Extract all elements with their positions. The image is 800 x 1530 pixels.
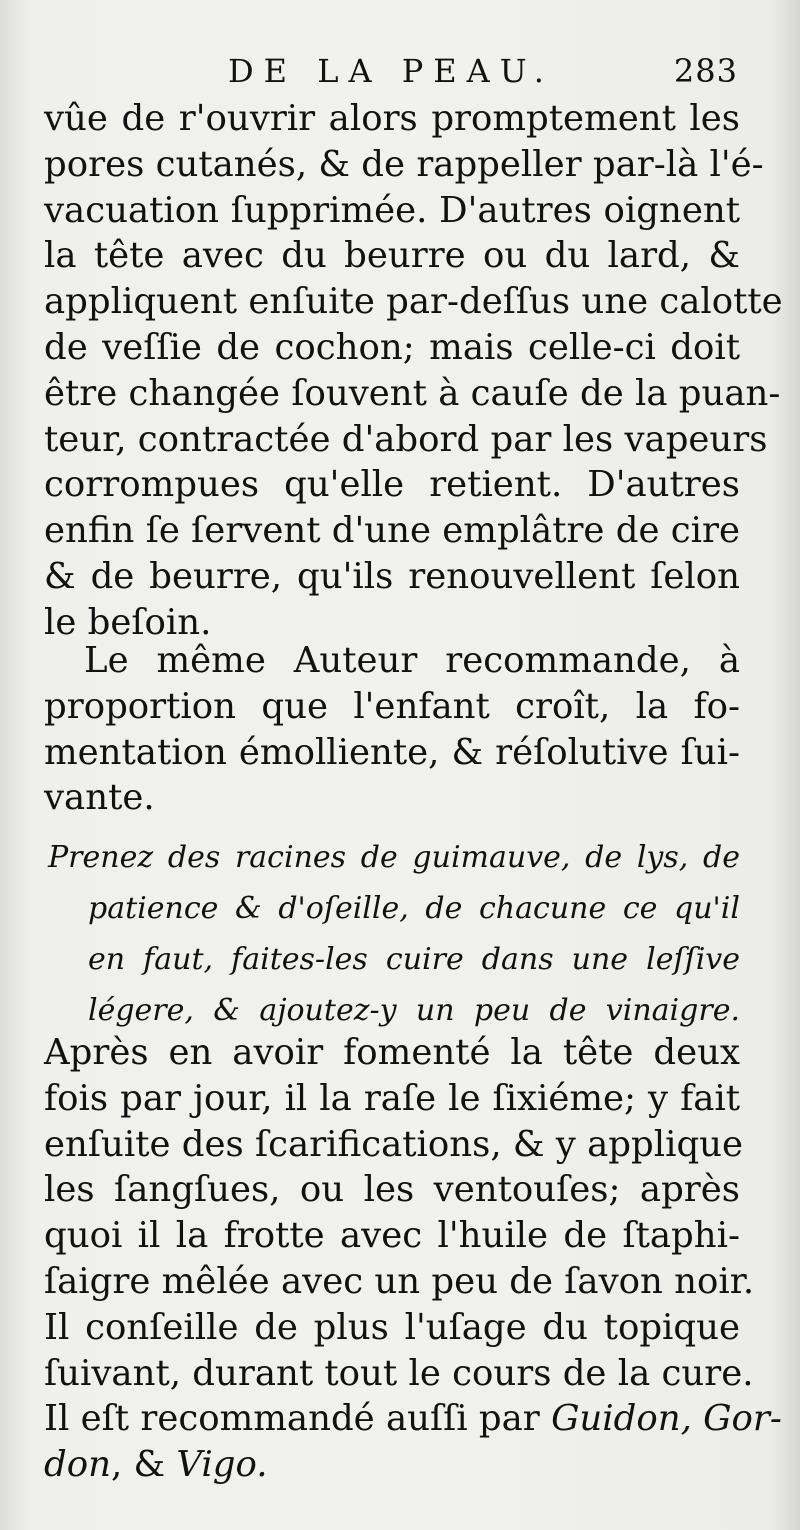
text-line: vûe de r'ouvrir alors promptement les	[44, 98, 740, 139]
running-head	[228, 52, 738, 96]
text-line: pores cutanés, & de rappeller par-là l'é-	[44, 143, 764, 185]
text-line: enſuite des ſcarifications, & y applique	[44, 1123, 744, 1165]
text-line: le beſoin.	[44, 601, 212, 643]
paragraph-apres	[44, 1030, 782, 1488]
text-line: fois par jour, il la raſe le ſixiéme; y fait	[44, 1077, 740, 1119]
text-line: quoi il la frotte avec l'huile de ſtaphi-	[44, 1215, 740, 1257]
text-line: Après en avoir fomenté la tête deux	[44, 1032, 740, 1073]
text-line: de veſſie de cochon; mais celle-ci doit	[44, 326, 740, 368]
page-number: 283	[673, 52, 738, 90]
text-line: mentation émolliente, & réſolutive ſui-	[44, 731, 740, 773]
text-line	[44, 1442, 740, 1488]
author-name-vigo: Vigo.	[176, 1444, 268, 1486]
text-line: Le même Auteur recommande, à	[84, 640, 740, 681]
text-fragment: Il eſt recommandé auſſi par	[44, 1398, 540, 1440]
paragraph-auteur	[44, 638, 740, 821]
text-line: ſaigre mêlée avec un peu de ſavon noir.	[44, 1260, 755, 1302]
text-line: Il conſeille de plus l'uſage du topique	[44, 1306, 740, 1348]
text-fragment: , &	[110, 1444, 177, 1486]
text-line: proportion que l'enfant croît, la fo-	[44, 685, 740, 727]
author-name-cont: don	[44, 1444, 111, 1486]
recipe-line: légere, & ajoutez-y un peu de vinaigre.	[88, 993, 740, 1028]
text-line: teur, contractée d'abord par les vapeurs	[44, 418, 768, 460]
recipe-line: en faut, faites-les cuire dans une leſſive	[88, 942, 740, 977]
text-line: la tête avec du beurre ou du lard, &	[44, 235, 740, 277]
text-line: vacuation ſupprimée. D'autres oignent	[44, 189, 740, 231]
text-line: être changée ſouvent à cauſe de la puan-	[44, 372, 781, 414]
recipe-block	[48, 832, 740, 1036]
text-line: ſuivant, durant tout le cours de la cure.	[44, 1352, 754, 1394]
text-line: les ſangſues, ou les ventouſes; après	[44, 1169, 740, 1211]
running-title: DE LA PEAU.	[228, 52, 554, 90]
text-line: corrompues qu'elle retient. D'autres	[44, 464, 740, 506]
recipe-line: Prenez des racines de guimauve, de lys, de	[48, 840, 740, 875]
text-line: enfin ſe ſervent d'une emplâtre de cire	[44, 510, 740, 552]
text-line	[44, 1396, 782, 1442]
author-names: Guidon, Gor-	[551, 1398, 782, 1440]
text-line: appliquent enſuite par-deſſus une calotte	[44, 281, 783, 323]
text-line: vante.	[44, 777, 155, 819]
text-line: & de beurre, qu'ils renouvellent ſelon	[44, 555, 740, 597]
recipe-line: patience & d'oſeille, de chacune ce qu'il	[88, 891, 740, 926]
paragraph-continued	[44, 96, 783, 646]
